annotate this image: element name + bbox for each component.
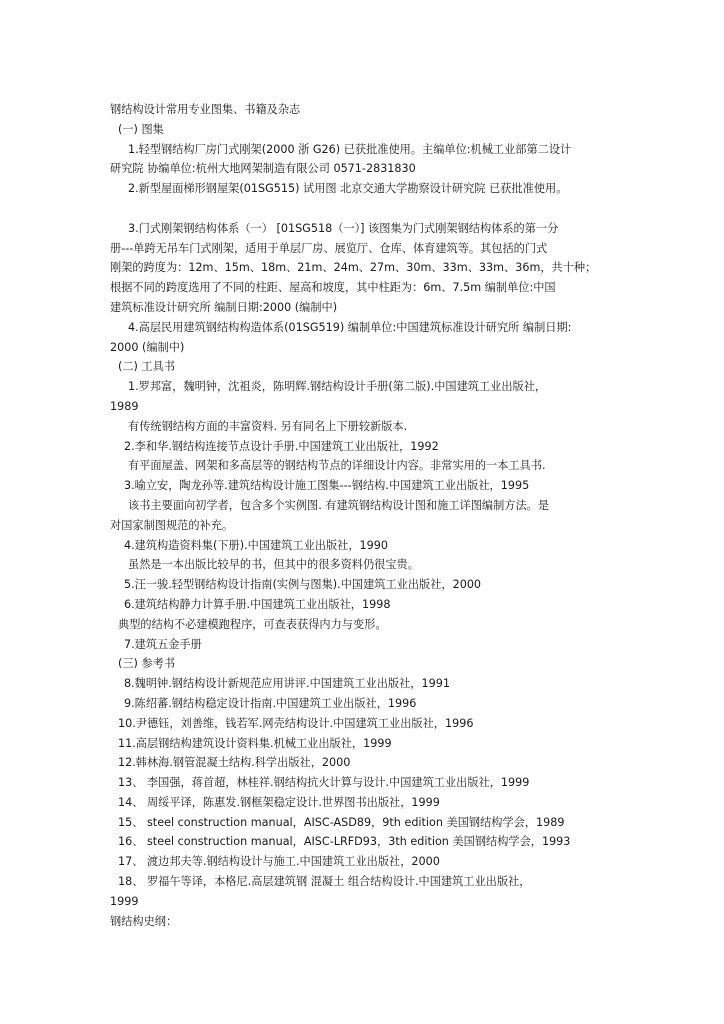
paragraph-line: 根据不同的跨度选用了不同的柱距、屋高和坡度，其中柱距为：6m、7.5m 编制单位:中国: [110, 281, 556, 295]
paragraph-line: 2.李和华.钢结构连接节点设计手册.中国建筑工业出版社，1992: [124, 439, 439, 453]
paragraph-line: 18、 罗福午等译，本格尼.高层建筑钢 混凝土 组合结构设计.中国建筑工业出版社，: [118, 875, 531, 889]
paragraph-line: 4.高层民用建筑钢结构构造体系(01SG519) 编制单位:中国建筑标准设计研究所 编制日期:: [128, 320, 572, 334]
section-heading-tools: (二) 工具书: [118, 360, 176, 374]
paragraph-line: 研究院 协编单位:杭州大地网架制造有限公司 0571-2831830: [110, 162, 416, 176]
paragraph-line: 1.罗邦富，魏明钟，沈祖炎，陈明辉.钢结构设计手册(第二版).中国建筑工业出版社，: [128, 380, 547, 394]
paragraph-line: 对国家制图规范的补充。: [110, 518, 234, 532]
paragraph-line: 16、 steel construction manual，AISC-LRFD93，3th edition 美国钢结构学会，1993: [118, 835, 571, 849]
paragraph-line: 典型的结构不必建模跑程序，可查表获得内力与变形。: [118, 617, 387, 631]
paragraph-line: 6.建筑结构静力计算手册.中国建筑工业出版社，1998: [124, 597, 391, 611]
paragraph-line: 有传统钢结构方面的丰富资料. 另有同名上下册较新版本.: [128, 419, 408, 433]
paragraph-line: 虽然是一本出版比较早的书，但其中的很多资料仍很宝贵。: [128, 558, 419, 572]
paragraph-line: 有平面屋盖、网架和多高层等的钢结构节点的详细设计内容。非常实用的一本工具书.: [128, 459, 546, 473]
document-body: [110, 100, 630, 931]
paragraph-line: 1989: [110, 399, 139, 413]
paragraph-line: 建筑标准设计研究所 编制日期:2000 (编制中): [110, 300, 338, 314]
paragraph-line: 1999: [110, 894, 139, 908]
blank-line: [110, 199, 630, 219]
paragraph-line: 10.尹德钰，刘善维，钱若军.网壳结构设计.中国建筑工业出版社，1996: [118, 716, 474, 730]
footer-heading: 钢结构史纲：: [110, 914, 178, 928]
paragraph-line: 册---单跨无吊车门式刚架，适用于单层厂房、展览厅、仓库、体育建筑等。其包括的门式: [110, 241, 548, 255]
paragraph-line: 4.建筑构造资料集(下册).中国建筑工业出版社，1990: [124, 538, 388, 552]
paragraph-line: 刚架的跨度为：12m、15m、18m、21m、24m、27m、30m、33m、33m、36m，共十种；: [110, 261, 597, 275]
paragraph-line: 1.轻型钢结构厂房门式刚架(2000 浙 G26) 已获批准使用。主编单位:机械工业部第二设计: [128, 142, 572, 156]
paragraph-line: 15、 steel construction manual，AISC-ASD89，9th edition 美国钢结构学会，1989: [118, 815, 565, 829]
paragraph-line: 9.陈绍蕃.钢结构稳定设计指南.中国建筑工业出版社，1996: [124, 696, 417, 710]
paragraph-line: 7.建筑五金手册: [124, 637, 202, 651]
paragraph-line: 8.魏明钟.钢结构设计新规范应用讲评.中国建筑工业出版社，1991: [124, 677, 450, 691]
paragraph-line: 17、 渡边邦夫等.钢结构设计与施工.中国建筑工业出版社，2000: [118, 855, 440, 869]
paragraph-line: 11.高层钢结构建筑设计资料集.机械工业出版社，1999: [118, 736, 392, 750]
paragraph-line: 3.喻立安，陶龙孙等.建筑结构设计施工图集---钢结构.中国建筑工业出版社，1995: [124, 479, 530, 493]
paragraph-line: 该书主要面向初学者，包含多个实例图. 有建筑钢结构设计图和施工详图编制方法。是: [128, 498, 550, 512]
paragraph-line: 13、 李国强，蒋首超，林桂祥.钢结构抗火计算与设计.中国建筑工业出版社，1999: [118, 776, 530, 790]
paragraph-line: 2000 (编制中): [110, 340, 185, 354]
paragraph-line: 3.门式刚架钢结构体系（一） [01SG518（一）] 该图集为门式刚架钢结构体系的第一分: [128, 221, 559, 235]
paragraph-line: 5.汪一骏.轻型钢结构设计指南(实例与图集).中国建筑工业出版社，2000: [124, 578, 482, 592]
section-heading-atlas: (一) 图集: [118, 122, 164, 136]
paragraph-line: 12.韩林海.钢管混凝土结构.科学出版社，2000: [118, 756, 351, 770]
section-heading-references: (三) 参考书: [118, 657, 176, 671]
paragraph-line: 14、 周绥平译，陈惠发.钢框架稳定设计.世界图书出版社，1999: [118, 795, 440, 809]
document-title: 钢结构设计常用专业图集、书籍及杂志: [110, 103, 301, 116]
paragraph-line: 2.新型屋面梯形钢屋架(01SG515) 试用图 北京交通大学勘察设计研究院 已获批准使用。: [128, 182, 568, 196]
